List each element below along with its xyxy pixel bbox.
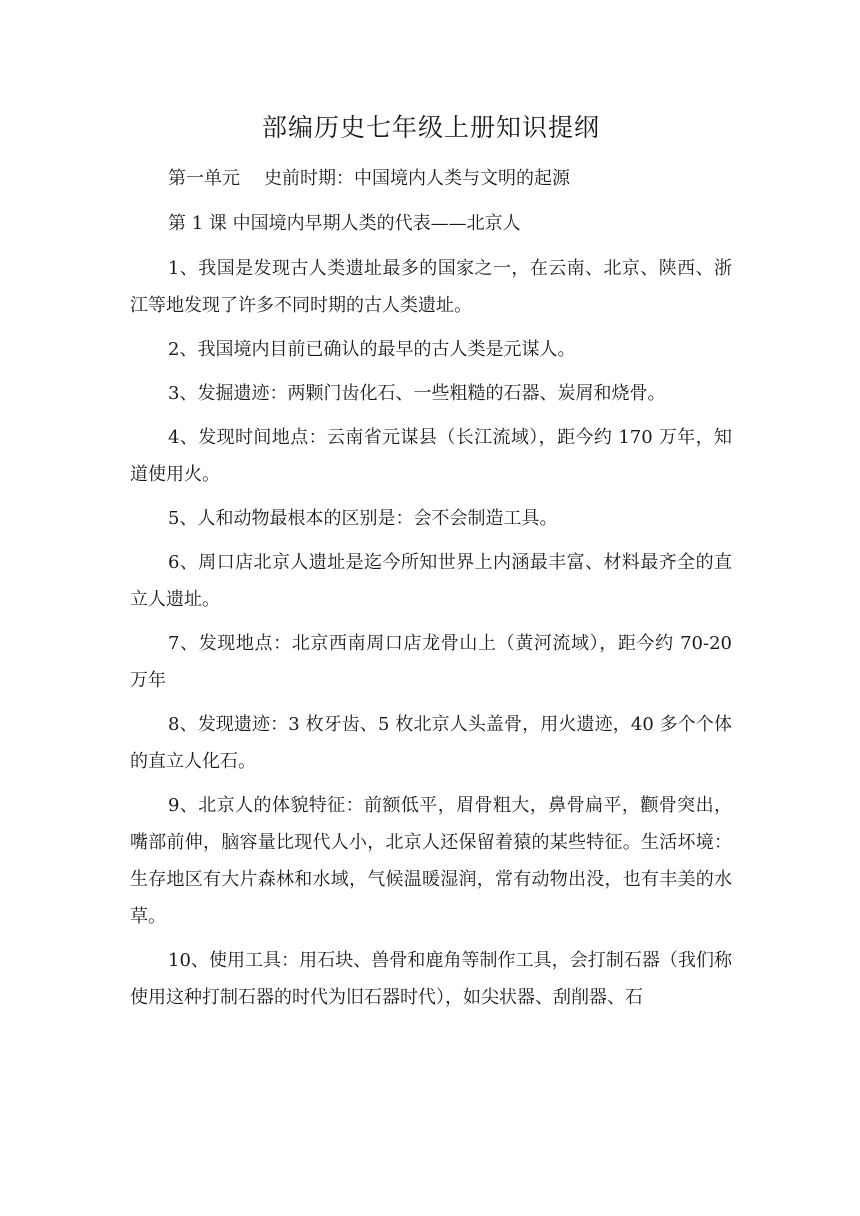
lesson-heading: 第 1 课 中国境内早期人类的代表——北京人 [168, 213, 521, 234]
paragraph-3: 3、发掘遗迹：两颗门齿化石、一些粗糙的石器、炭屑和烧骨。 [168, 383, 666, 404]
paragraph-1: 1、我国是发现古人类遗址最多的国家之一，在云南、北京、陕西、浙江等地发现了许多不同时期的古人类遗址。 [130, 258, 732, 316]
unit-name: 史前时期：中国境内人类与文明的起源 [264, 168, 570, 189]
unit-heading [130, 160, 732, 197]
paragraph-6: 6、周口店北京人遗址是迄今所知世界上内涵最丰富、材料最齐全的直立人遗址。 [130, 552, 732, 610]
document-title: 部编历史七年级上册知识提纲 [261, 113, 600, 142]
unit-label: 第一单元 [168, 168, 240, 189]
paragraph-10: 10、使用工具：用石块、兽骨和鹿角等制作工具，会打制石器（我们称使用这种打制石器的时代为旧石器时代），如尖状器、刮削器、石 [130, 950, 732, 1008]
paragraph-9: 9、北京人的体貌特征：前额低平，眉骨粗大，鼻骨扁平，颧骨突出，嘴部前伸，脑容量比现代人小，北京人还保留着猿的某些特征。生活坏境：生存地区有大片森林和水域，气候温暖湿润，常有动物出没，也有丰美的水草。 [130, 795, 732, 927]
paragraph-8: 8、发现遗迹：3 枚牙齿、5 枚北京人头盖骨，用火遗迹，40 多个个体的直立人化石。 [130, 714, 732, 772]
paragraph-5: 5、人和动物最根本的区别是：会不会制造工具。 [168, 508, 558, 529]
paragraph-2: 2、我国境内目前已确认的最早的古人类是元谋人。 [168, 339, 576, 360]
paragraph-7: 7、发现地点：北京西南周口店龙骨山上（黄河流域），距今约 70-20 万年 [130, 633, 732, 691]
paragraph-4: 4、发现时间地点：云南省元谋县（长江流域），距今约 170 万年，知道使用火。 [130, 427, 732, 485]
document-page [130, 108, 732, 1023]
